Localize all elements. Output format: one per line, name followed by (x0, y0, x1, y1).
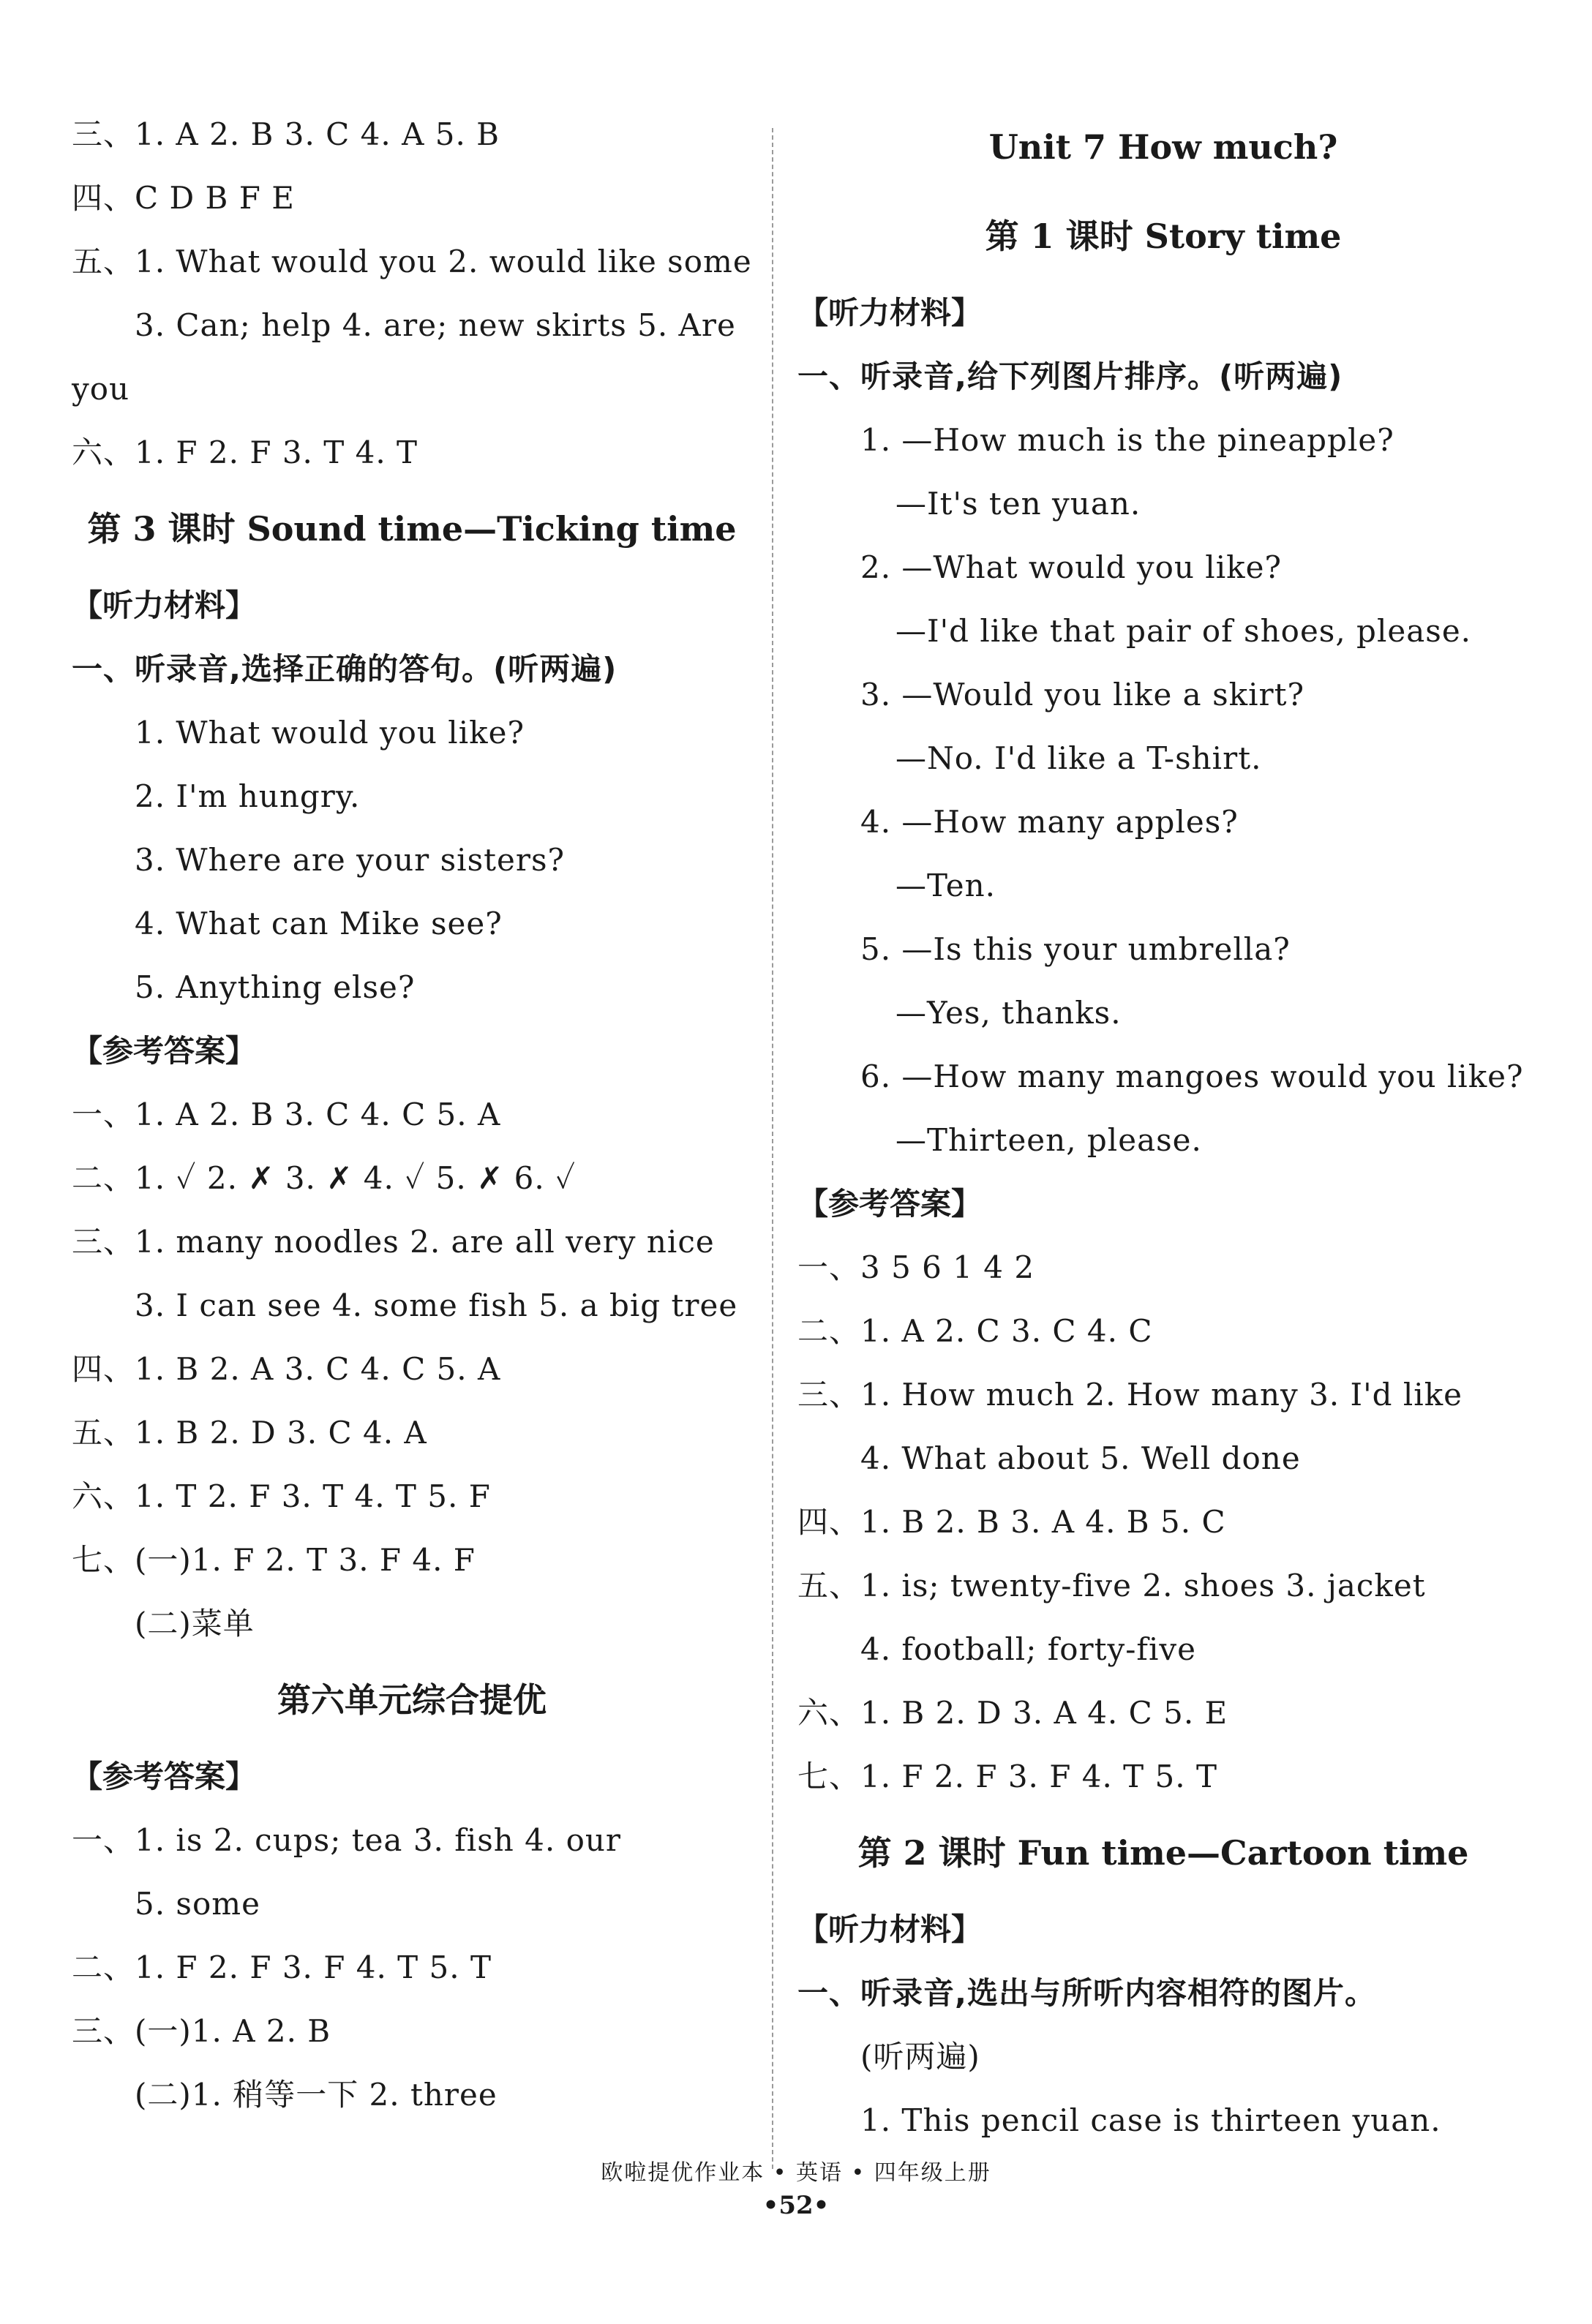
task-instruction: 一、听录音,选择正确的答句。(听两遍) (72, 651, 617, 687)
answer-line: 3. Can; help 4. are; new skirts 5. Are (135, 307, 736, 343)
answer-line: 三、1. many noodles 2. are all very nice (72, 1224, 715, 1260)
answer-line: 4. —How many apples? (860, 804, 1239, 840)
section-heading: 第 3 课时 Sound time—Ticking time (87, 509, 737, 549)
answer-line: 三、(一)1. A 2. B (72, 2013, 331, 2049)
task-instruction: 一、听录音,选出与所听内容相符的图片。 (797, 1975, 1376, 2011)
answer-line: 4. What about 5. Well done (860, 1440, 1301, 1476)
answer-line: 5. —Is this your umbrella? (860, 931, 1291, 967)
answer-line: 二、1. F 2. F 3. F 4. T 5. T (72, 1949, 492, 1985)
answer-line: 3. I can see 4. some fish 5. a big tree (135, 1287, 738, 1323)
section-heading: 第六单元综合提优 (277, 1680, 547, 1720)
answer-line: 5. Anything else? (135, 969, 416, 1005)
answer-line: you (72, 371, 130, 407)
answer-line: 一、1. is 2. cups; tea 3. fish 4. our (72, 1822, 622, 1858)
task-instruction: 一、听录音,给下列图片排序。(听两遍) (797, 358, 1343, 394)
answer-line: 四、1. B 2. B 3. A 4. B 5. C (797, 1504, 1226, 1540)
answer-line: 七、(一)1. F 2. T 3. F 4. F (72, 1542, 476, 1578)
answer-line: 四、1. B 2. A 3. C 4. C 5. A (72, 1351, 501, 1387)
answer-line: 五、1. is; twenty-five 2. shoes 3. jacket (797, 1568, 1426, 1603)
unit-title: Unit 7 How much? (988, 127, 1338, 167)
answer-line: (二)菜单 (135, 1606, 255, 1642)
column-divider (772, 128, 773, 2169)
answer-line: 五、1. What would you 2. would like some (72, 244, 752, 279)
answer-line: 三、1. How much 2. How many 3. I'd like (797, 1377, 1463, 1413)
page-number: •52• (762, 2191, 830, 2220)
answer-line: 七、1. F 2. F 3. F 4. T 5. T (797, 1759, 1217, 1794)
answer-line: 4. football; forty-five (860, 1631, 1196, 1667)
subsection-label: 【参考答案】 (797, 1186, 983, 1222)
subsection-label: 【听力材料】 (797, 1911, 983, 1947)
answer-line: 1. This pencil case is thirteen yuan. (860, 2102, 1441, 2138)
answer-line: 3. —Would you like a skirt? (860, 677, 1304, 712)
dialogue-response: —No. I'd like a T-shirt. (896, 740, 1262, 776)
answer-line: 二、1. ✓ 2. ✗ 3. ✗ 4. ✓ 5. ✗ 6. ✓ (72, 1160, 577, 1196)
answer-line: (听两遍) (860, 2039, 980, 2075)
answer-line: 5. some (135, 1886, 260, 1922)
answer-line: 2. —What would you like? (860, 549, 1282, 585)
answer-line: 四、C D B F E (72, 180, 295, 216)
left-column (72, 102, 752, 2126)
answer-line: 六、1. B 2. D 3. A 4. C 5. E (797, 1695, 1228, 1731)
subsection-label: 【听力材料】 (797, 295, 983, 331)
answer-line: 六、1. T 2. F 3. T 4. T 5. F (72, 1478, 491, 1514)
answer-line: 2. I'm hungry. (135, 778, 361, 814)
dialogue-response: —Ten. (896, 868, 996, 903)
answer-line: 三、1. A 2. B 3. C 4. A 5. B (72, 116, 500, 152)
dialogue-response: —It's ten yuan. (896, 486, 1141, 522)
right-column (797, 102, 1529, 2152)
answer-line: (二)1. 稍等一下 2. three (135, 2077, 497, 2113)
answer-line: 一、1. A 2. B 3. C 4. C 5. A (72, 1097, 501, 1132)
answer-line: 五、1. B 2. D 3. C 4. A (72, 1415, 427, 1451)
section-heading: 第 1 课时 Story time (985, 217, 1342, 256)
subsection-label: 【听力材料】 (72, 587, 257, 623)
dialogue-response: —I'd like that pair of shoes, please. (896, 613, 1472, 649)
answer-line: 一、3 5 6 1 4 2 (797, 1249, 1035, 1285)
answer-line: 二、1. A 2. C 3. C 4. C (797, 1313, 1153, 1349)
answer-line: 六、1. F 2. F 3. T 4. T (72, 435, 418, 470)
answer-line: 4. What can Mike see? (135, 906, 503, 941)
answer-line: 1. What would you like? (135, 715, 525, 751)
footer-book-title: 欧啦提优作业本 • 英语 • 四年级上册 (601, 2160, 991, 2186)
subsection-label: 【参考答案】 (72, 1759, 257, 1794)
answer-line: 3. Where are your sisters? (135, 842, 566, 878)
dialogue-response: —Thirteen, please. (896, 1122, 1202, 1158)
dialogue-response: —Yes, thanks. (896, 995, 1122, 1031)
answer-line: 6. —How many mangoes would you like? (860, 1058, 1524, 1094)
subsection-label: 【参考答案】 (72, 1033, 257, 1069)
section-heading: 第 2 课时 Fun time—Cartoon time (857, 1833, 1469, 1873)
answer-line: 1. —How much is the pineapple? (860, 422, 1394, 458)
